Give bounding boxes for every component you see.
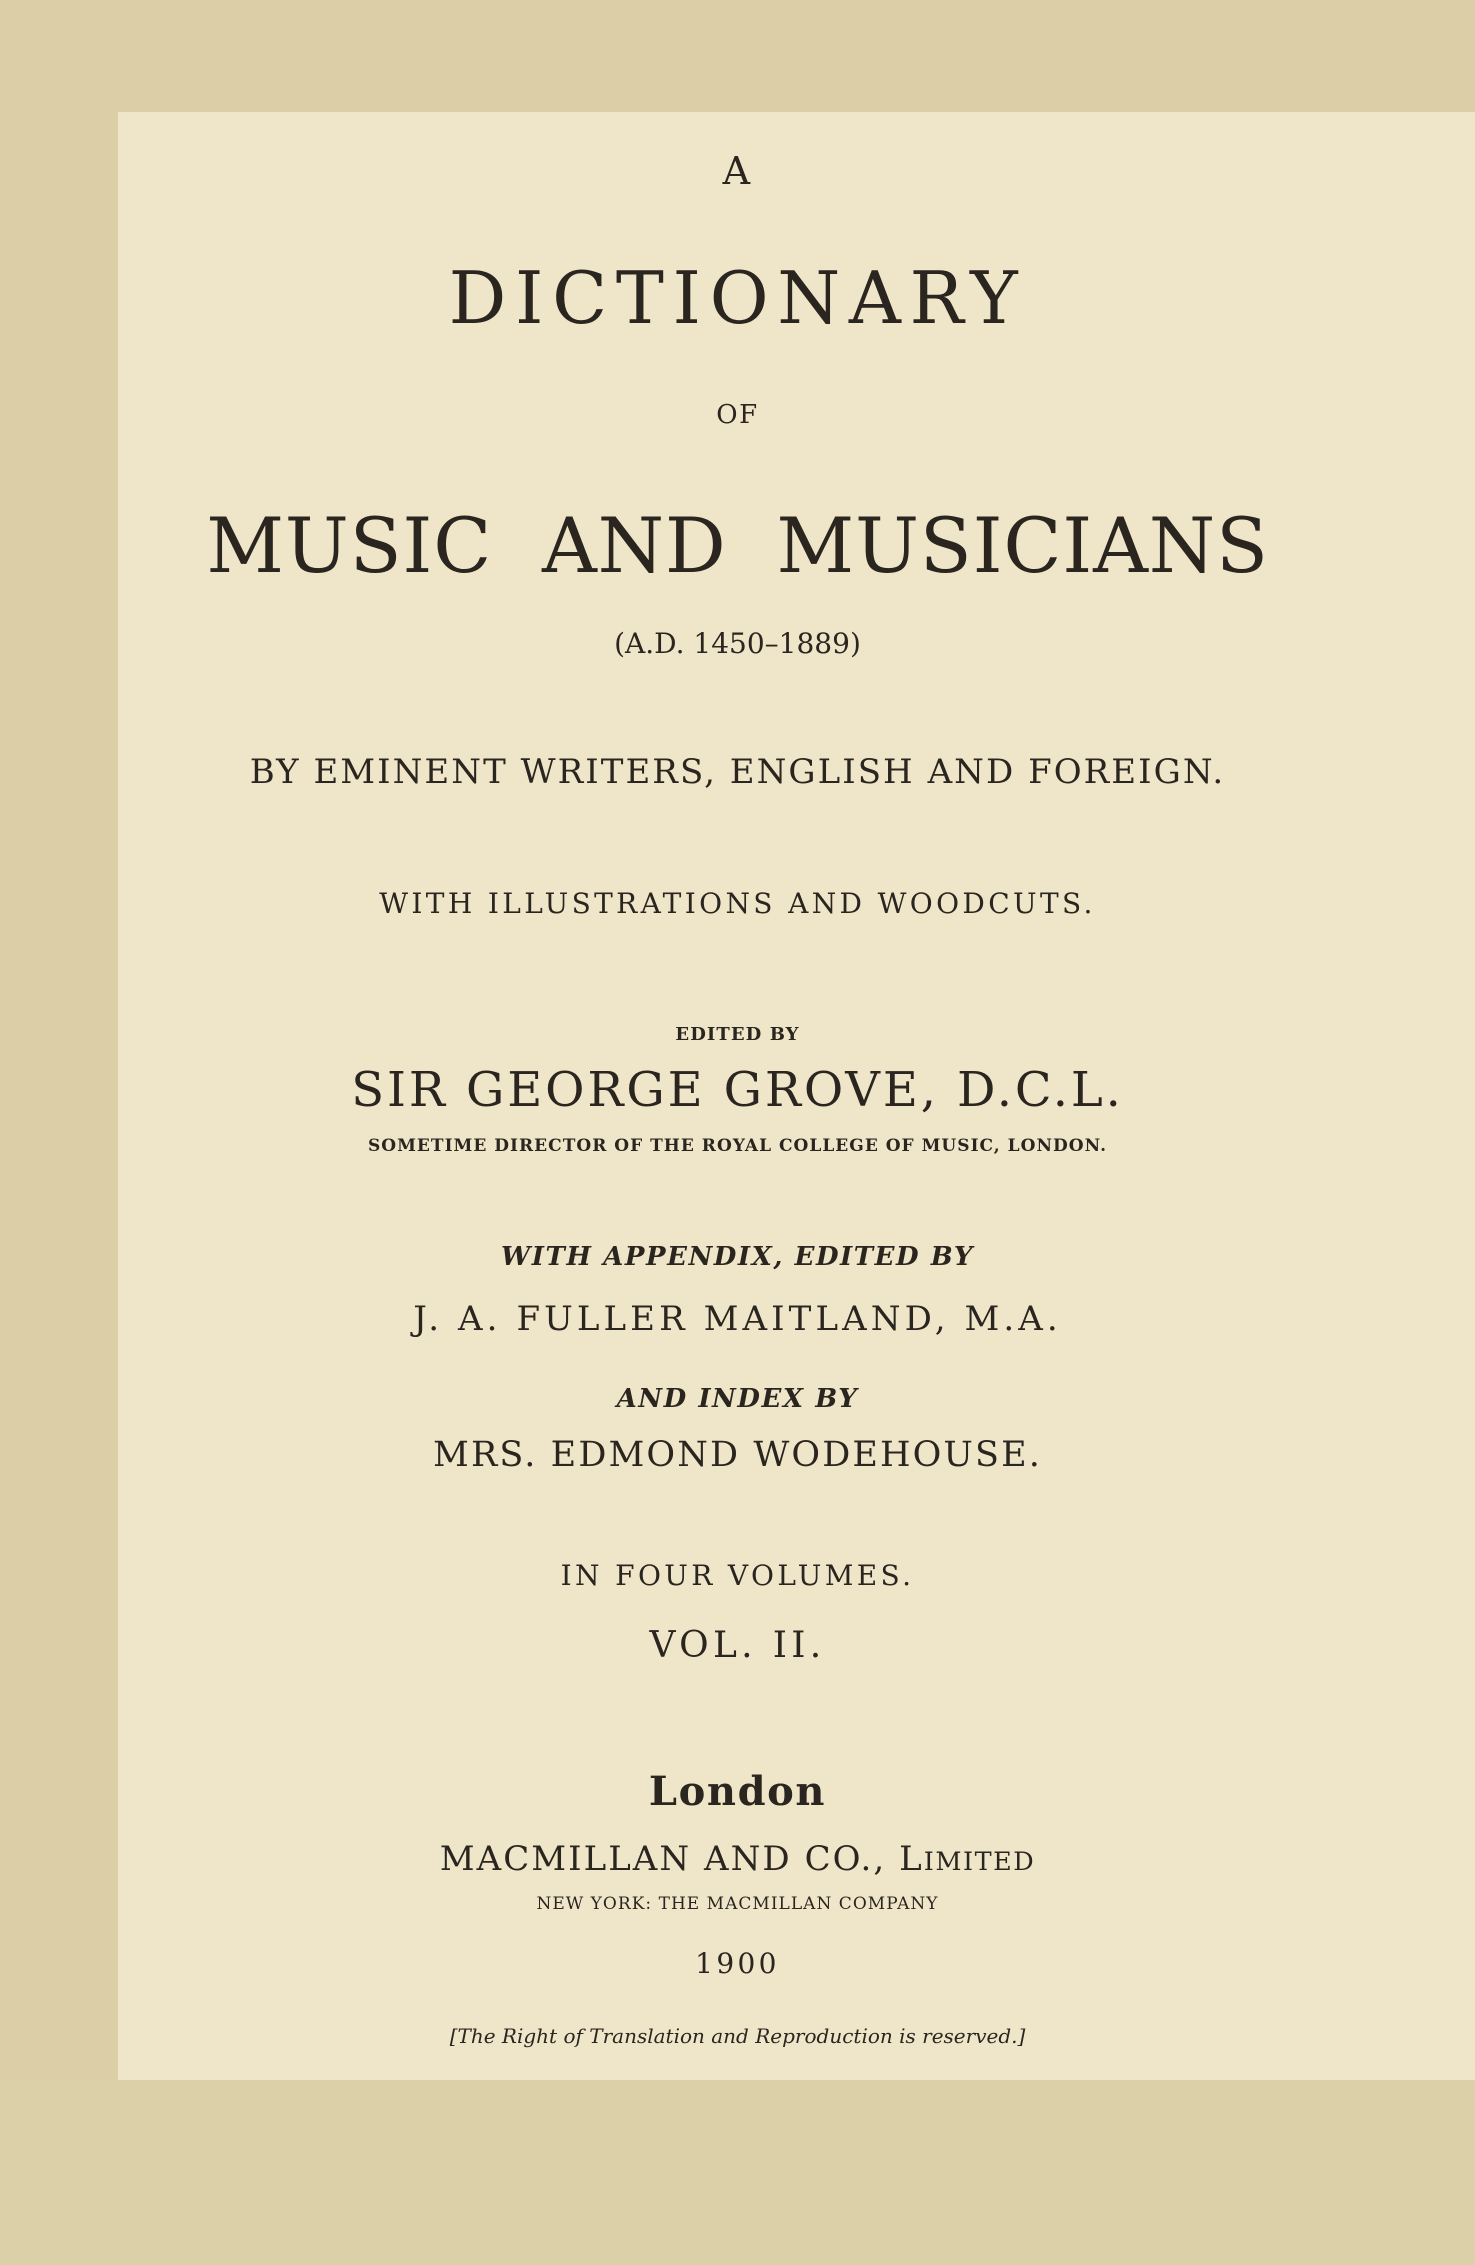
volumes-line: IN FOUR VOLUMES. [560,1559,915,1592]
editor-role: SOMETIME DIRECTOR OF THE ROYAL COLLEGE OF MUSIC, LONDON. [367,1136,1108,1156]
new-york-line: NEW YORK: THE MACMILLAN COMPANY [536,1894,939,1914]
title-article: A [722,149,753,193]
index-label: AND INDEX BY [616,1384,859,1414]
contributors-line: BY EMINENT WRITERS, ENGLISH AND FOREIGN. [249,752,1226,792]
publisher-suffix-rest: IMITED [923,1847,1036,1877]
publisher-suffix-initial: L [899,1839,924,1879]
subject-title: MUSIC AND MUSICIANS [206,501,1269,590]
index-editor: MRS. EDMOND WODEHOUSE. [433,1435,1042,1475]
edited-by-label: EDITED BY [675,1024,800,1045]
illustrations-line: WITH ILLUSTRATIONS AND WOODCUTS. [379,887,1096,920]
appendix-editor: J. A. FULLER MAITLAND, M.A. [413,1299,1062,1339]
volume-number: VOL. II. [649,1625,826,1666]
scan-margin [0,2080,1475,2265]
editor-name: SIR GEORGE GROVE, D.C.L. [351,1062,1124,1118]
place-of-publication: London [648,1768,827,1815]
rights-notice: [The Right of Translation and Reproduction is reserved.] [449,2024,1026,2048]
publication-year: 1900 [695,1947,780,1980]
main-title: DICTIONARY [448,256,1027,340]
publisher-name: MACMILLAN AND CO., [439,1839,900,1879]
publisher-line [0,1839,1475,1879]
title-of: OF [716,400,759,430]
date-range: (A.D. 1450–1889) [614,627,861,660]
appendix-label: WITH APPENDIX, EDITED BY [501,1242,974,1272]
